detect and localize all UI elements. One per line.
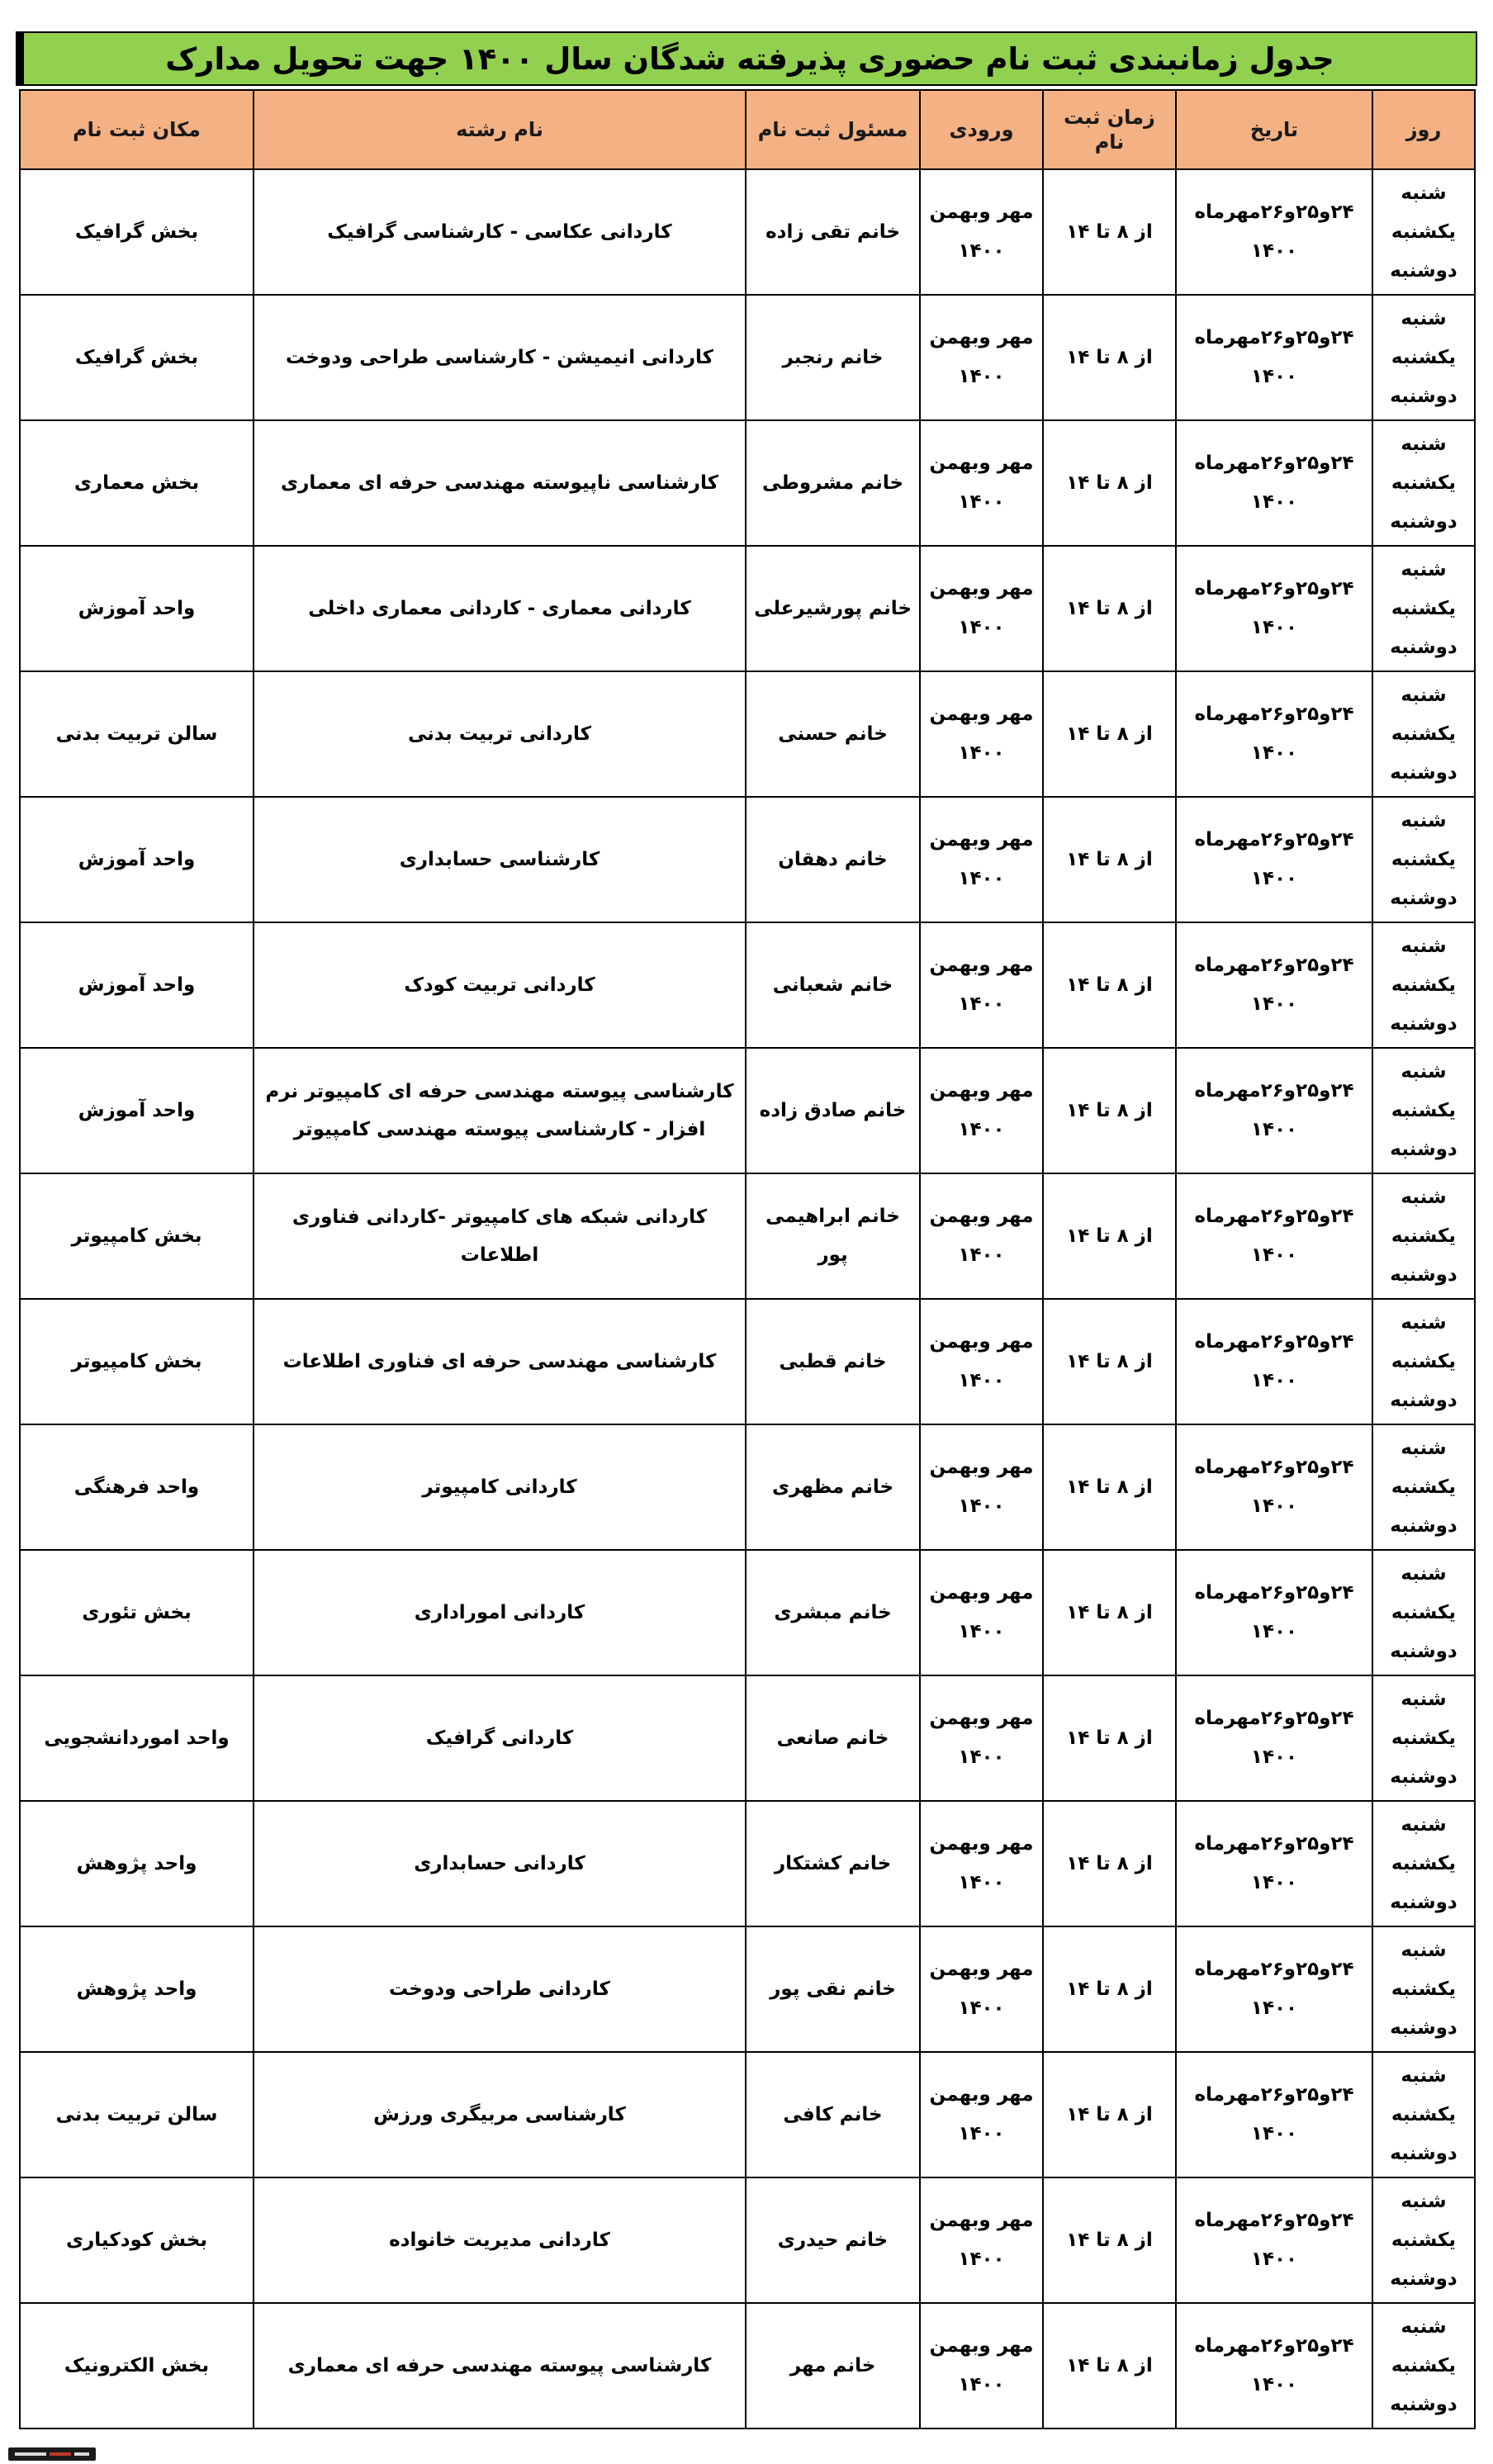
- cell-date: ۲۴و۲۵و۲۶مهرماه ۱۴۰۰: [1176, 2177, 1372, 2303]
- cell-time: از ۸ تا ۱۴: [1043, 1173, 1176, 1299]
- cell-date: ۲۴و۲۵و۲۶مهرماه ۱۴۰۰: [1176, 1550, 1372, 1675]
- cell-day: شنبه یکشنبه دوشنبه: [1372, 1173, 1475, 1299]
- cell-location: سالن تربیت بدنی: [20, 2052, 254, 2177]
- cell-time: از ۸ تا ۱۴: [1043, 1926, 1176, 2052]
- cell-major: کاردانی تربیت بدنی: [254, 671, 746, 797]
- table-row: [20, 546, 1475, 671]
- cell-officer: خانم شعبانی: [746, 922, 920, 1048]
- cell-entry: مهر وبهمن ۱۴۰۰: [920, 1550, 1043, 1675]
- cell-officer: خانم ابراهیمی پور: [746, 1173, 920, 1299]
- cell-entry: مهر وبهمن ۱۴۰۰: [920, 546, 1043, 671]
- cell-location: بخش گرافیک: [20, 169, 254, 295]
- cell-entry: مهر وبهمن ۱۴۰۰: [920, 295, 1043, 420]
- cell-officer: خانم مبشری: [746, 1550, 920, 1675]
- cell-officer: خانم کافی: [746, 2052, 920, 2177]
- cell-officer: خانم قطبی: [746, 1299, 920, 1424]
- cell-day: شنبه یکشنبه دوشنبه: [1372, 2177, 1475, 2303]
- cell-time: از ۸ تا ۱۴: [1043, 2303, 1176, 2428]
- table-row: [20, 169, 1475, 295]
- column-header-location: مکان ثبت نام: [20, 90, 254, 169]
- table-body: [20, 169, 1475, 2428]
- cell-major: کارشناسی پیوسته مهندسی حرفه ای معماری: [254, 2303, 746, 2428]
- cell-location: بخش تئوری: [20, 1550, 254, 1675]
- table-row: [20, 671, 1475, 797]
- cell-officer: خانم حیدری: [746, 2177, 920, 2303]
- cell-time: از ۸ تا ۱۴: [1043, 1424, 1176, 1550]
- cell-date: ۲۴و۲۵و۲۶مهرماه ۱۴۰۰: [1176, 295, 1372, 420]
- cell-major: کاردانی طراحی ودوخت: [254, 1926, 746, 2052]
- cell-officer: خانم رنجبر: [746, 295, 920, 420]
- cell-location: بخش کامپیوتر: [20, 1173, 254, 1299]
- cell-location: واحد پژوهش: [20, 1926, 254, 2052]
- cell-day: شنبه یکشنبه دوشنبه: [1372, 1550, 1475, 1675]
- cell-officer: خانم مشروطی: [746, 420, 920, 546]
- cell-entry: مهر وبهمن ۱۴۰۰: [920, 1926, 1043, 2052]
- page-title-text: جدول زمانبندی ثبت نام حضوری پذیرفته شدگان سال ۱۴۰۰ جهت تحویل مدارک: [165, 40, 1334, 77]
- cell-day: شنبه یکشنبه دوشنبه: [1372, 1675, 1475, 1801]
- table-row: [20, 295, 1475, 420]
- cell-date: ۲۴و۲۵و۲۶مهرماه ۱۴۰۰: [1176, 1424, 1372, 1550]
- cell-officer: خانم نقی پور: [746, 1926, 920, 2052]
- cell-day: شنبه یکشنبه دوشنبه: [1372, 797, 1475, 922]
- cell-day: شنبه یکشنبه دوشنبه: [1372, 546, 1475, 671]
- cell-major: کارشناسی حسابداری: [254, 797, 746, 922]
- cell-date: ۲۴و۲۵و۲۶مهرماه ۱۴۰۰: [1176, 420, 1372, 546]
- cell-time: از ۸ تا ۱۴: [1043, 1675, 1176, 1801]
- cell-location: واحد آموزش: [20, 797, 254, 922]
- cell-time: از ۸ تا ۱۴: [1043, 420, 1176, 546]
- cell-location: بخش الکترونیک: [20, 2303, 254, 2428]
- cell-entry: مهر وبهمن ۱۴۰۰: [920, 1048, 1043, 1173]
- table-row: [20, 1048, 1475, 1173]
- table-row: [20, 420, 1475, 546]
- cell-major: کاردانی عکاسی - کارشناسی گرافیک: [254, 169, 746, 295]
- cell-major: کاردانی گرافیک: [254, 1675, 746, 1801]
- cell-day: شنبه یکشنبه دوشنبه: [1372, 169, 1475, 295]
- cell-major: کاردانی اموراداری: [254, 1550, 746, 1675]
- header-row: [20, 90, 1475, 169]
- cell-location: واحد اموردانشجویی: [20, 1675, 254, 1801]
- page-title: [16, 31, 1477, 86]
- cell-location: بخش معماری: [20, 420, 254, 546]
- cell-major: کارشناسی پیوسته مهندسی حرفه ای کامپیوتر نرم افزار - کارشناسی پیوسته مهندسی کامپیوتر: [254, 1048, 746, 1173]
- cell-date: ۲۴و۲۵و۲۶مهرماه ۱۴۰۰: [1176, 1675, 1372, 1801]
- cell-entry: مهر وبهمن ۱۴۰۰: [920, 420, 1043, 546]
- cell-officer: خانم صادق زاده: [746, 1048, 920, 1173]
- table-row: [20, 1550, 1475, 1675]
- cell-major: کاردانی شبکه های کامپیوتر -کاردانی فناوری اطلاعات: [254, 1173, 746, 1299]
- cell-date: ۲۴و۲۵و۲۶مهرماه ۱۴۰۰: [1176, 1801, 1372, 1926]
- cell-date: ۲۴و۲۵و۲۶مهرماه ۱۴۰۰: [1176, 2052, 1372, 2177]
- cell-officer: خانم مظهری: [746, 1424, 920, 1550]
- cell-officer: خانم صانعی: [746, 1675, 920, 1801]
- cell-major: کاردانی معماری - کاردانی معماری داخلی: [254, 546, 746, 671]
- cell-location: واحد آموزش: [20, 546, 254, 671]
- cell-major: کاردانی حسابداری: [254, 1801, 746, 1926]
- cell-date: ۲۴و۲۵و۲۶مهرماه ۱۴۰۰: [1176, 1173, 1372, 1299]
- cell-entry: مهر وبهمن ۱۴۰۰: [920, 1173, 1043, 1299]
- cell-location: واحد آموزش: [20, 1048, 254, 1173]
- schedule-table: [19, 89, 1476, 2429]
- cell-time: از ۸ تا ۱۴: [1043, 2177, 1176, 2303]
- column-header-day: روز: [1372, 90, 1475, 169]
- table-row: [20, 1173, 1475, 1299]
- cell-day: شنبه یکشنبه دوشنبه: [1372, 2052, 1475, 2177]
- cell-location: واحد آموزش: [20, 922, 254, 1048]
- cell-day: شنبه یکشنبه دوشنبه: [1372, 295, 1475, 420]
- cell-location: سالن تربیت بدنی: [20, 671, 254, 797]
- cell-time: از ۸ تا ۱۴: [1043, 2052, 1176, 2177]
- cell-major: کاردانی کامپیوتر: [254, 1424, 746, 1550]
- table-row: [20, 2177, 1475, 2303]
- cell-date: ۲۴و۲۵و۲۶مهرماه ۱۴۰۰: [1176, 546, 1372, 671]
- cell-location: واحد فرهنگی: [20, 1424, 254, 1550]
- cell-entry: مهر وبهمن ۱۴۰۰: [920, 1299, 1043, 1424]
- cell-major: کارشناسی مربیگری ورزش: [254, 2052, 746, 2177]
- cell-entry: مهر وبهمن ۱۴۰۰: [920, 169, 1043, 295]
- cell-time: از ۸ تا ۱۴: [1043, 797, 1176, 922]
- column-header-date: تاریخ: [1176, 90, 1372, 169]
- table-row: [20, 1424, 1475, 1550]
- table-row: [20, 797, 1475, 922]
- cell-entry: مهر وبهمن ۱۴۰۰: [920, 671, 1043, 797]
- cell-time: از ۸ تا ۱۴: [1043, 295, 1176, 420]
- cell-date: ۲۴و۲۵و۲۶مهرماه ۱۴۰۰: [1176, 1926, 1372, 2052]
- watermark-logo-icon: [8, 2447, 96, 2461]
- table-row: [20, 1675, 1475, 1801]
- column-header-major: نام رشته: [254, 90, 746, 169]
- watermark-stripe: [15, 2452, 46, 2456]
- table-row: [20, 1299, 1475, 1424]
- cell-time: از ۸ تا ۱۴: [1043, 546, 1176, 671]
- cell-date: ۲۴و۲۵و۲۶مهرماه ۱۴۰۰: [1176, 671, 1372, 797]
- cell-date: ۲۴و۲۵و۲۶مهرماه ۱۴۰۰: [1176, 922, 1372, 1048]
- cell-time: از ۸ تا ۱۴: [1043, 922, 1176, 1048]
- watermark-stripe: [74, 2452, 89, 2456]
- cell-day: شنبه یکشنبه دوشنبه: [1372, 1926, 1475, 2052]
- cell-day: شنبه یکشنبه دوشنبه: [1372, 2303, 1475, 2428]
- watermark-stripe: [50, 2452, 71, 2456]
- cell-date: ۲۴و۲۵و۲۶مهرماه ۱۴۰۰: [1176, 2303, 1372, 2428]
- cell-location: بخش کودکیاری: [20, 2177, 254, 2303]
- column-header-entry: ورودی: [920, 90, 1043, 169]
- cell-time: از ۸ تا ۱۴: [1043, 1299, 1176, 1424]
- cell-entry: مهر وبهمن ۱۴۰۰: [920, 797, 1043, 922]
- cell-date: ۲۴و۲۵و۲۶مهرماه ۱۴۰۰: [1176, 797, 1372, 922]
- cell-officer: خانم حسنی: [746, 671, 920, 797]
- cell-major: کارشناسی مهندسی حرفه ای فناوری اطلاعات: [254, 1299, 746, 1424]
- cell-entry: مهر وبهمن ۱۴۰۰: [920, 2303, 1043, 2428]
- cell-date: ۲۴و۲۵و۲۶مهرماه ۱۴۰۰: [1176, 169, 1372, 295]
- cell-time: از ۸ تا ۱۴: [1043, 671, 1176, 797]
- cell-entry: مهر وبهمن ۱۴۰۰: [920, 1675, 1043, 1801]
- cell-major: کارشناسی ناپیوسته مهندسی حرفه ای معماری: [254, 420, 746, 546]
- cell-day: شنبه یکشنبه دوشنبه: [1372, 420, 1475, 546]
- cell-time: از ۸ تا ۱۴: [1043, 1048, 1176, 1173]
- cell-officer: خانم مهر: [746, 2303, 920, 2428]
- column-header-officer: مسئول ثبت نام: [746, 90, 920, 169]
- cell-major: کاردانی تربیت کودک: [254, 922, 746, 1048]
- table-row: [20, 1801, 1475, 1926]
- cell-location: بخش کامپیوتر: [20, 1299, 254, 1424]
- table-row: [20, 2303, 1475, 2428]
- table-row: [20, 922, 1475, 1048]
- table-row: [20, 1926, 1475, 2052]
- cell-location: بخش گرافیک: [20, 295, 254, 420]
- cell-day: شنبه یکشنبه دوشنبه: [1372, 1424, 1475, 1550]
- cell-officer: خانم تقی زاده: [746, 169, 920, 295]
- cell-entry: مهر وبهمن ۱۴۰۰: [920, 2177, 1043, 2303]
- cell-entry: مهر وبهمن ۱۴۰۰: [920, 1801, 1043, 1926]
- cell-date: ۲۴و۲۵و۲۶مهرماه ۱۴۰۰: [1176, 1299, 1372, 1424]
- cell-time: از ۸ تا ۱۴: [1043, 169, 1176, 295]
- cell-entry: مهر وبهمن ۱۴۰۰: [920, 1424, 1043, 1550]
- cell-time: از ۸ تا ۱۴: [1043, 1550, 1176, 1675]
- cell-day: شنبه یکشنبه دوشنبه: [1372, 671, 1475, 797]
- cell-day: شنبه یکشنبه دوشنبه: [1372, 1048, 1475, 1173]
- cell-date: ۲۴و۲۵و۲۶مهرماه ۱۴۰۰: [1176, 1048, 1372, 1173]
- cell-entry: مهر وبهمن ۱۴۰۰: [920, 922, 1043, 1048]
- cell-day: شنبه یکشنبه دوشنبه: [1372, 1299, 1475, 1424]
- cell-entry: مهر وبهمن ۱۴۰۰: [920, 2052, 1043, 2177]
- cell-time: از ۸ تا ۱۴: [1043, 1801, 1176, 1926]
- cell-officer: خانم دهقان: [746, 797, 920, 922]
- cell-major: کاردانی انیمیشن - کارشناسی طراحی ودوخت: [254, 295, 746, 420]
- cell-day: شنبه یکشنبه دوشنبه: [1372, 1801, 1475, 1926]
- cell-major: کاردانی مدیریت خانواده: [254, 2177, 746, 2303]
- cell-officer: خانم پورشیرعلی: [746, 546, 920, 671]
- cell-location: واحد پژوهش: [20, 1801, 254, 1926]
- cell-officer: خانم کشتکار: [746, 1801, 920, 1926]
- cell-day: شنبه یکشنبه دوشنبه: [1372, 922, 1475, 1048]
- column-header-time: زمان ثبت نام: [1043, 90, 1176, 169]
- table-row: [20, 2052, 1475, 2177]
